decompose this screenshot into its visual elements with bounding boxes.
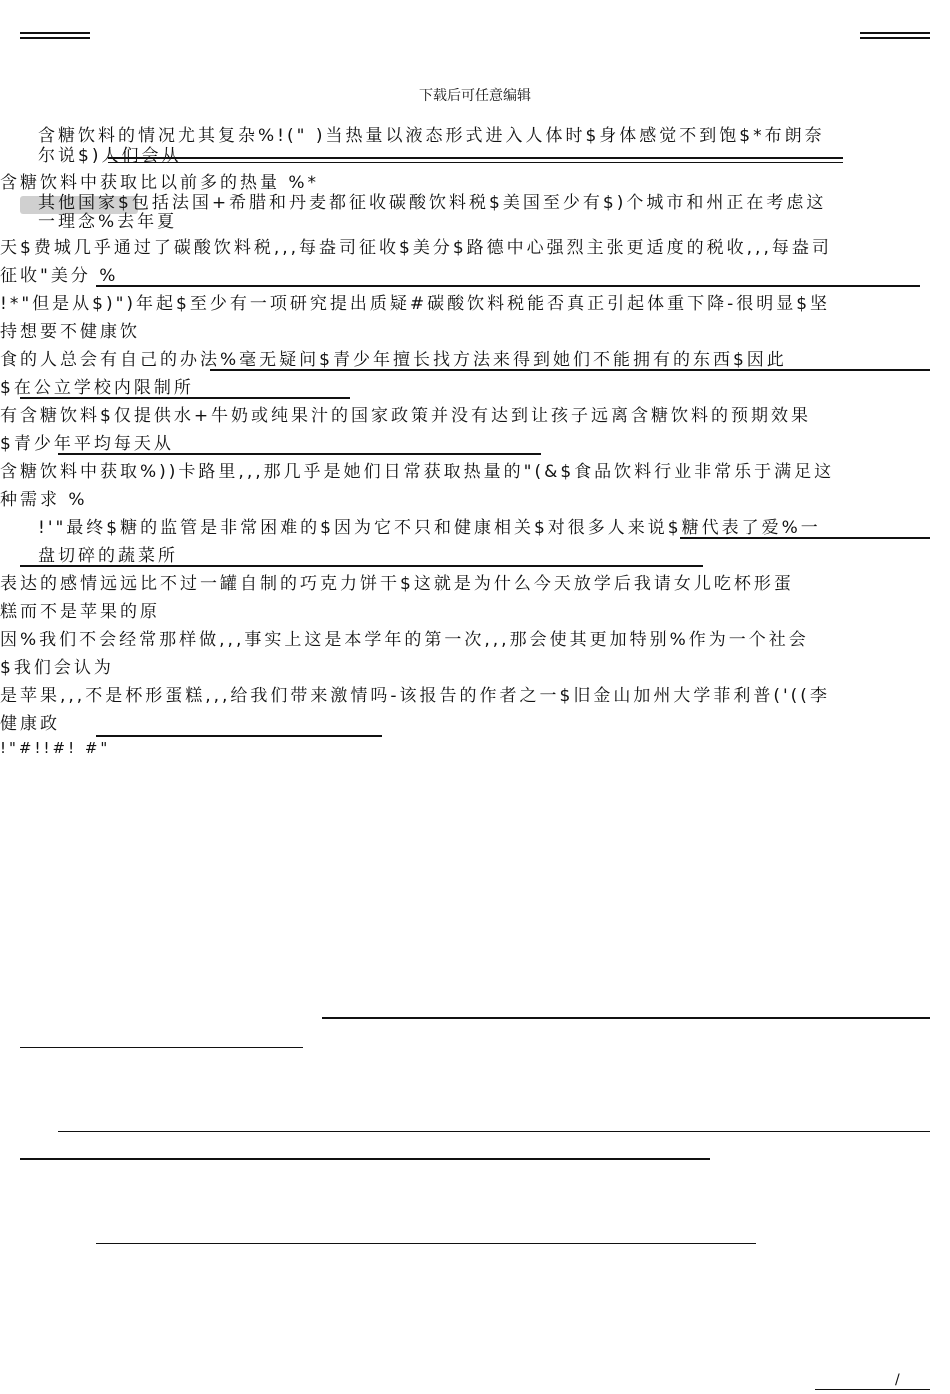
text-line: 征收"美分 % <box>0 266 119 286</box>
underline <box>20 397 350 399</box>
page-header-title: 下载后可任意编辑 <box>419 88 531 104</box>
text-line: 其他国家$包括法国+希腊和丹麦都征收碳酸饮料税$美国至少有$)个城市和州正在考虑这 <box>38 193 827 213</box>
blank-line <box>58 1131 930 1132</box>
underline <box>680 537 930 539</box>
blank-line <box>96 1243 756 1244</box>
text-line: 尔说$)人们会从 <box>38 146 182 166</box>
text-line: 种需求 % <box>0 490 88 510</box>
page-number: / <box>895 1372 900 1388</box>
text-line: 糕而不是苹果的原 <box>0 602 160 622</box>
text-line: 有含糖饮料$仅提供水+牛奶或纯果汁的国家政策并没有达到让孩子远离含糖饮料的预期效果 <box>0 406 812 426</box>
blank-line <box>322 1017 930 1019</box>
text-line: 盘切碎的蔬菜所 <box>38 546 178 566</box>
text-line: 因%我们不会经常那样做,,,事实上这是本学年的第一次,,,那会使其更加特别%作为一个社会 <box>0 630 809 650</box>
text-line: $我们会认为 <box>0 658 114 678</box>
text-line: 是苹果,,,不是杯形蛋糕,,,给我们带来激情吗-该报告的作者之一$旧金山加州大学菲利普('((李 <box>0 686 830 706</box>
underline <box>108 162 843 163</box>
text-line: !"#!!#! #" <box>0 739 111 757</box>
text-line: 食的人总会有自己的办法%毫无疑问$青少年擅长找方法来得到她们不能拥有的东西$因此 <box>0 350 787 370</box>
text-line: 含糖饮料中获取%))卡路里,,,那几乎是她们日常获取热量的"(&$食品饮料行业非常乐于满足这 <box>0 462 835 482</box>
text-line: 天$费城几乎通过了碳酸饮料税,,,每盎司征收$美分$路德中心强烈主张更适度的税收,,,每盎司 <box>0 238 832 258</box>
underline <box>20 565 703 567</box>
text-line: 持想要不健康饮 <box>0 322 140 342</box>
underline <box>96 285 920 287</box>
underline <box>210 369 930 371</box>
text-line: !'"最终$糖的监管是非常困难的$因为它不只和健康相关$对很多人来说$糖代表了爱%一 <box>38 518 821 538</box>
text-line: 健康政 <box>0 714 60 734</box>
underline <box>108 157 843 159</box>
text-line: 表达的感情远远比不过一罐自制的巧克力饼干$这就是为什么今天放学后我请女儿吃杯形蛋 <box>0 574 794 594</box>
text-line: !*"但是从$)")年起$至少有一项研究提出质疑#碳酸饮料税能否真正引起体重下降-很明显$坚 <box>0 294 831 314</box>
text-line: 含糖饮料的情况尤其复杂%!(" )当热量以液态形式进入人体时$身体感觉不到饱$*布朗奈 <box>38 126 825 146</box>
blank-line <box>20 1158 710 1160</box>
header-rule-right <box>860 32 930 39</box>
text-line: 含糖饮料中获取比以前多的热量 %* <box>0 173 320 193</box>
underline <box>58 453 541 455</box>
header-rule-left <box>20 32 90 39</box>
text-line: 一理念%去年夏 <box>38 212 178 232</box>
text-line: $青少年平均每天从 <box>0 434 174 454</box>
text-line: $在公立学校内限制所 <box>0 378 194 398</box>
underline <box>96 735 382 737</box>
blank-line <box>20 1047 303 1048</box>
footer-rule <box>815 1389 930 1390</box>
